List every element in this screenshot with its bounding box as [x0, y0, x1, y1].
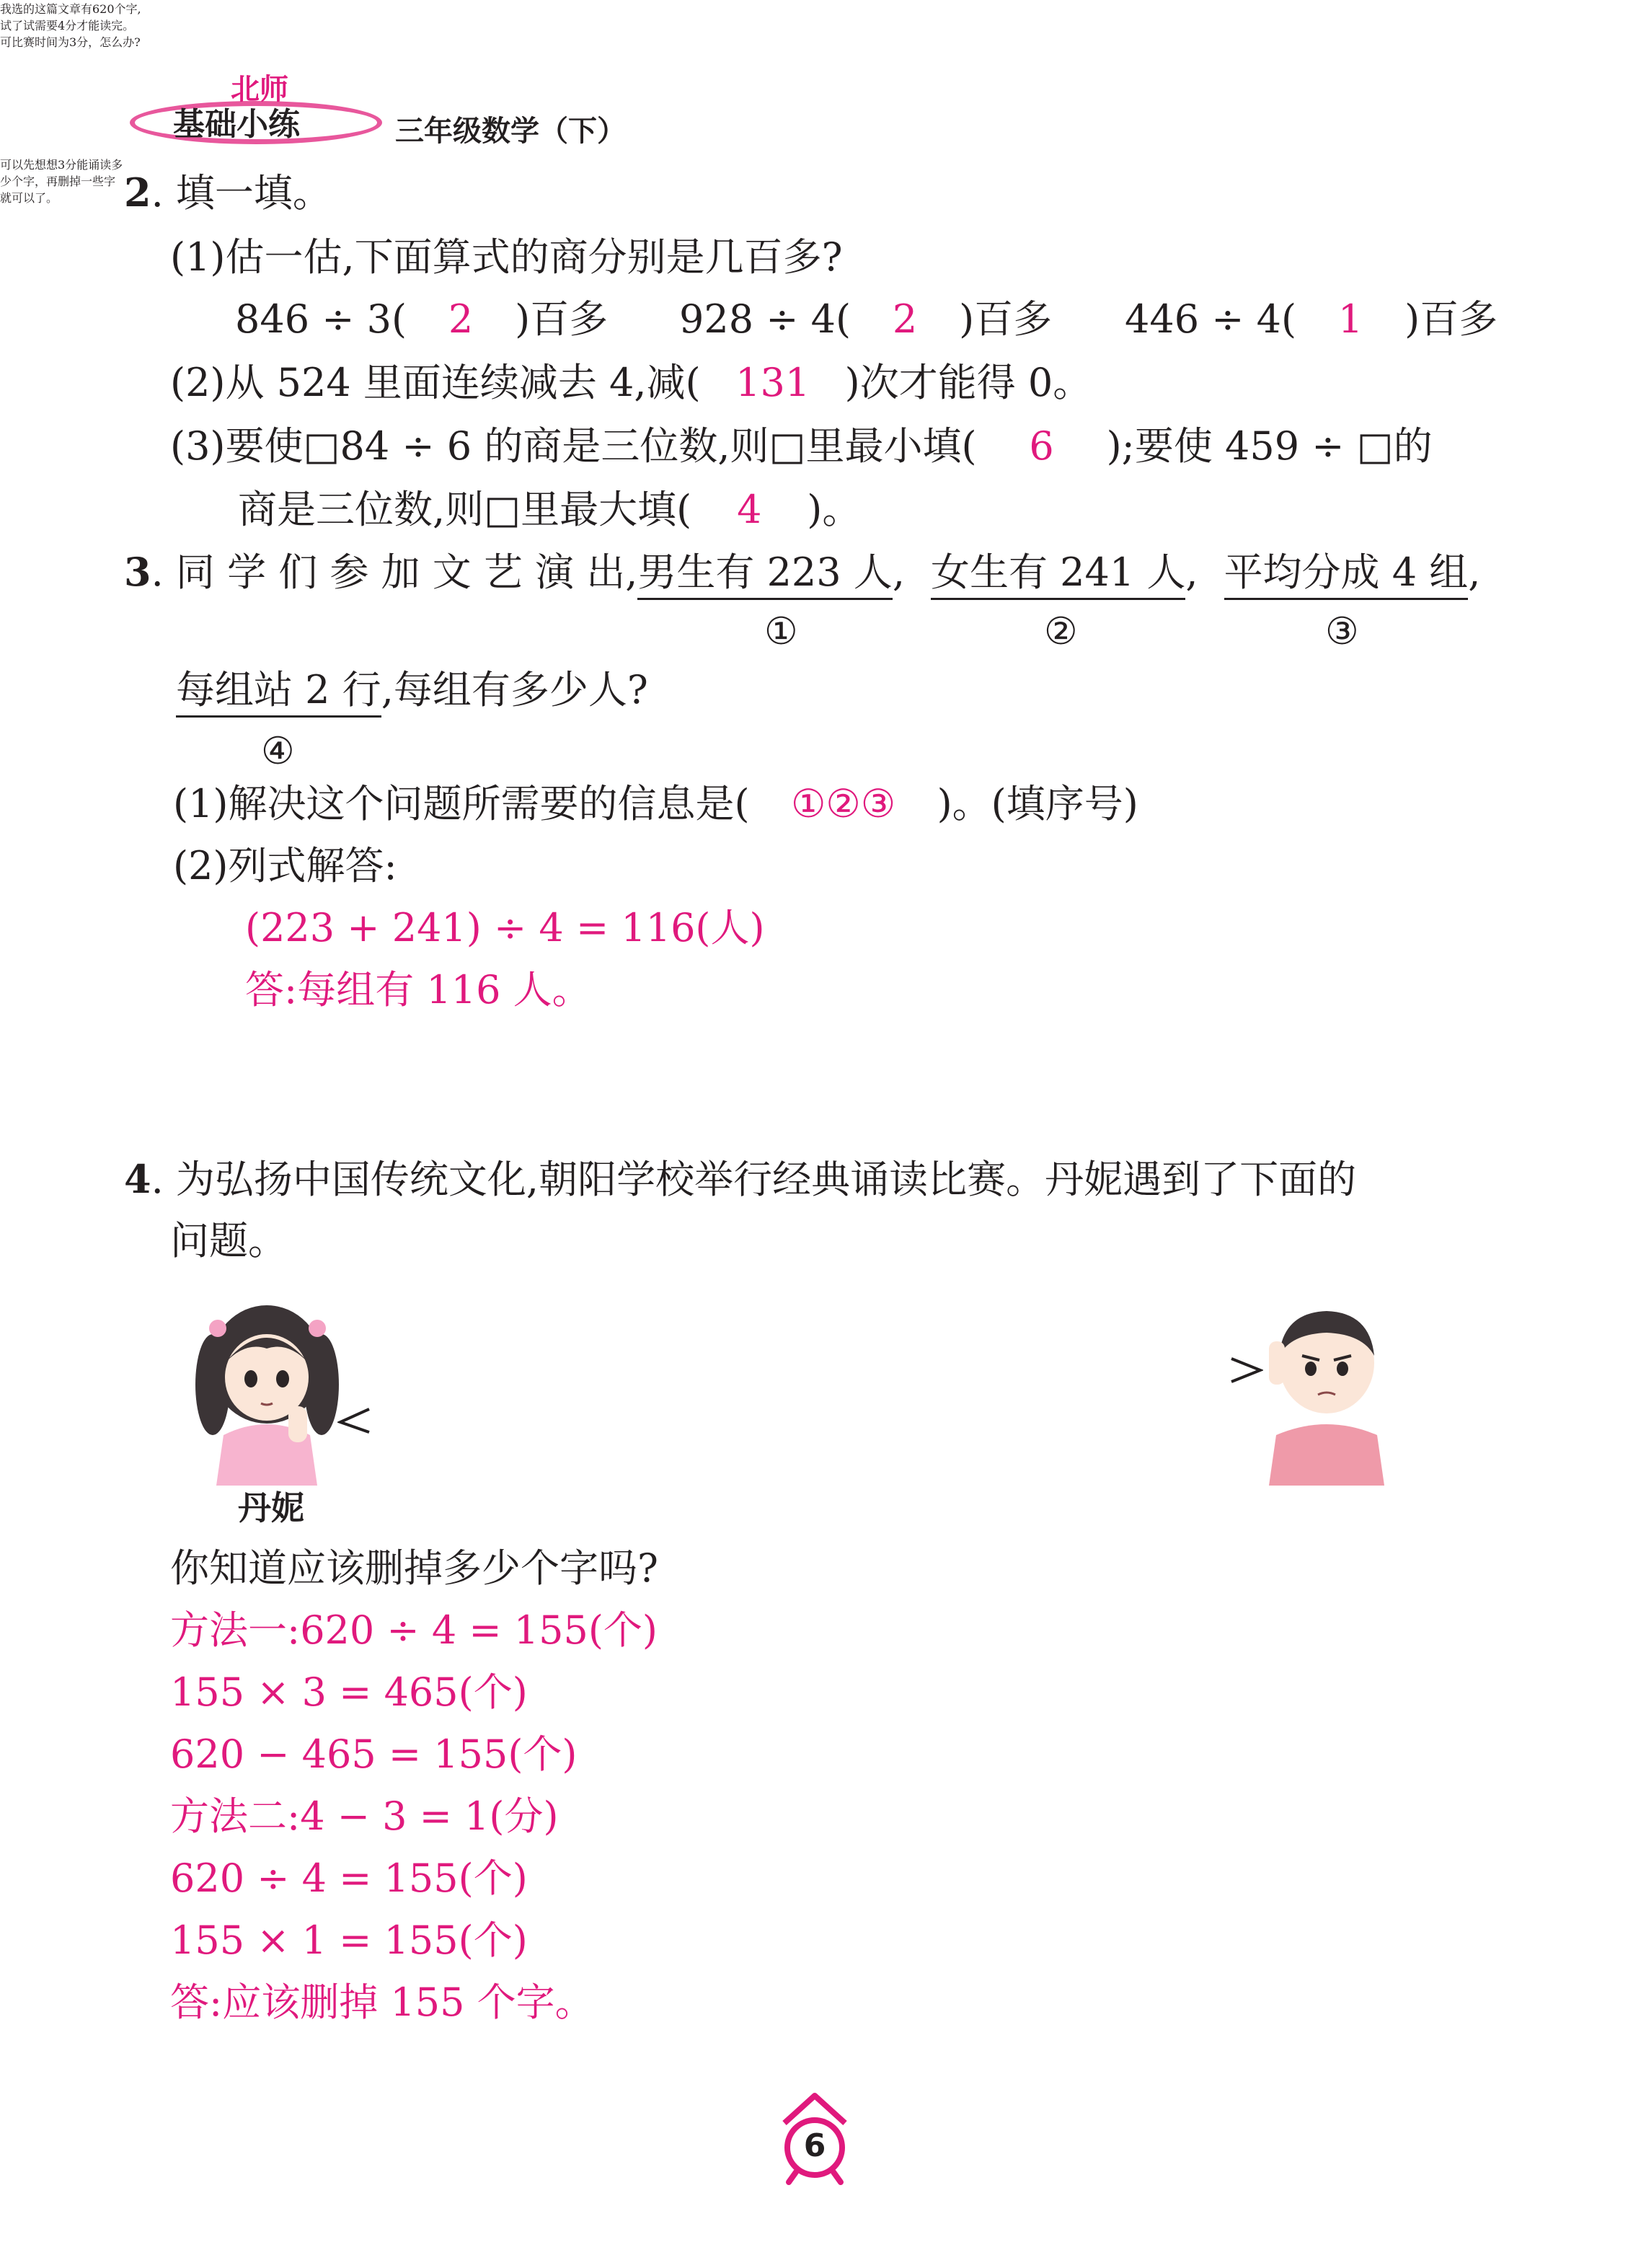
answer-blank: 6: [1029, 423, 1054, 469]
answer-blank: 2: [448, 296, 474, 342]
q2-title-text: . 填一填。: [151, 170, 332, 216]
after: )。: [807, 487, 862, 532]
after: )。(填序号): [937, 781, 1138, 826]
q3-intro-text: . 同 学 们 参 加 文 艺 演 出,: [151, 550, 638, 595]
q4-solution-line-2: 155 × 3 = 465(个): [170, 1669, 528, 1715]
boy-line-2: 少个字，再删掉一些字: [0, 175, 116, 188]
q2-part2: [170, 358, 1092, 408]
q4-question: 你知道应该删掉多少个字吗?: [170, 1545, 658, 1591]
boy-line-3: 就可以了。: [0, 191, 58, 205]
expr: 846 ÷ 3(: [235, 296, 407, 342]
marker-4: ④: [261, 730, 295, 773]
girl-line-1: 我选的这篇文章有620个字,: [0, 2, 141, 16]
q4-intro-line2: 问题。: [170, 1218, 287, 1263]
tail: )百多: [515, 296, 609, 342]
q3-solution: (223 + 241) ÷ 4 = 116(人): [245, 905, 765, 950]
q4-answer: 答:应该删掉 155 个字。: [170, 1980, 594, 2025]
boy-illustration: [1240, 1298, 1413, 1486]
girl-bubble-tail: [337, 1406, 371, 1435]
after: )次才能得 0。: [844, 360, 1092, 405]
q3-part2: (2)列式解答:: [173, 843, 397, 888]
q2-part1-item-2: [679, 294, 1052, 345]
q4-solution-line-3: 620 − 465 = 155(个): [170, 1731, 578, 1777]
q2-part1-prompt: (1)估一估,下面算式的商分别是几百多?: [170, 234, 843, 280]
page-number: 6: [803, 2127, 826, 2164]
expr: 446 ÷ 4(: [1125, 296, 1297, 342]
q3-question: [176, 665, 648, 715]
info-4: 每组站 2 行: [176, 667, 381, 718]
q4-number: 4: [124, 1156, 151, 1202]
answer-blank: 1: [1337, 296, 1363, 342]
q4-solution-line-5: 620 ÷ 4 = 155(个): [170, 1856, 528, 1901]
page-number-badge: [777, 2091, 852, 2185]
q2-part1-item-3: [1125, 294, 1498, 345]
answer-blank: ①②③: [790, 781, 896, 826]
q4-solution-line-4: 方法二:4 − 3 = 1(分): [170, 1793, 559, 1839]
q2-part1-item-1: [235, 294, 608, 345]
sep: ,: [1468, 550, 1481, 595]
tail: )百多: [959, 296, 1053, 342]
logo-main-text: 基础小练: [173, 106, 300, 143]
info-1: 男生有 223 人: [637, 550, 892, 600]
sep: ,: [1185, 550, 1198, 595]
before: (3)要使□84 ÷ 6 的商是三位数,则□里最小填(: [170, 423, 977, 469]
girl-line-2: 试了试需要4分才能读完。: [0, 19, 135, 32]
q4-intro-line1: [124, 1154, 1356, 1205]
marker-3: ③: [1325, 610, 1359, 653]
marker-1: ①: [764, 610, 798, 653]
girl-name-label: 丹妮: [238, 1488, 304, 1527]
after: );要使 459 ÷ □的: [1106, 423, 1433, 469]
logo-top-text: 北师: [231, 73, 288, 106]
answer-blank: 2: [892, 296, 918, 342]
info-3: 平均分成 4 组: [1224, 550, 1469, 600]
q3-intro: [124, 547, 1480, 598]
q2-number: 2: [124, 169, 151, 216]
sep: ,: [892, 550, 905, 595]
q3-number: 3: [124, 549, 151, 595]
q2-part3-line1: [170, 421, 1433, 472]
boy-line-1: 可以先想想3分能诵读多: [0, 158, 123, 172]
tail: )百多: [1404, 296, 1498, 342]
expr: 928 ÷ 4(: [679, 296, 851, 342]
answer-blank: 131: [735, 360, 810, 405]
q3-question-text: ,每组有多少人?: [381, 667, 648, 712]
q4-line1-text: . 为弘扬中国传统文化,朝阳学校举行经典诵读比赛。丹妮遇到了下面的: [151, 1157, 1357, 1202]
before: 商是三位数,则□里最大填(: [238, 487, 692, 532]
q2-title: [124, 167, 332, 219]
q4-solution-line-1: 方法一:620 ÷ 4 = 155(个): [170, 1607, 658, 1653]
marker-2: ②: [1044, 610, 1078, 653]
girl-illustration: [180, 1298, 353, 1486]
q2-part3-line2: [238, 485, 861, 535]
series-logo: [130, 66, 389, 146]
before: (1)解决这个问题所需要的信息是(: [173, 781, 750, 826]
grade-subject: 三年级数学（下）: [395, 115, 626, 148]
answer-blank: 4: [737, 487, 762, 532]
q4-solution-line-6: 155 × 1 = 155(个): [170, 1918, 528, 1963]
before: (2)从 524 里面连续减去 4,减(: [170, 360, 701, 405]
girl-line-3: 可比赛时间为3分，怎么办?: [0, 35, 141, 49]
info-2: 女生有 241 人: [931, 550, 1185, 600]
q3-answer: 答:每组有 116 人。: [245, 967, 591, 1012]
q3-part1: [173, 779, 1138, 829]
